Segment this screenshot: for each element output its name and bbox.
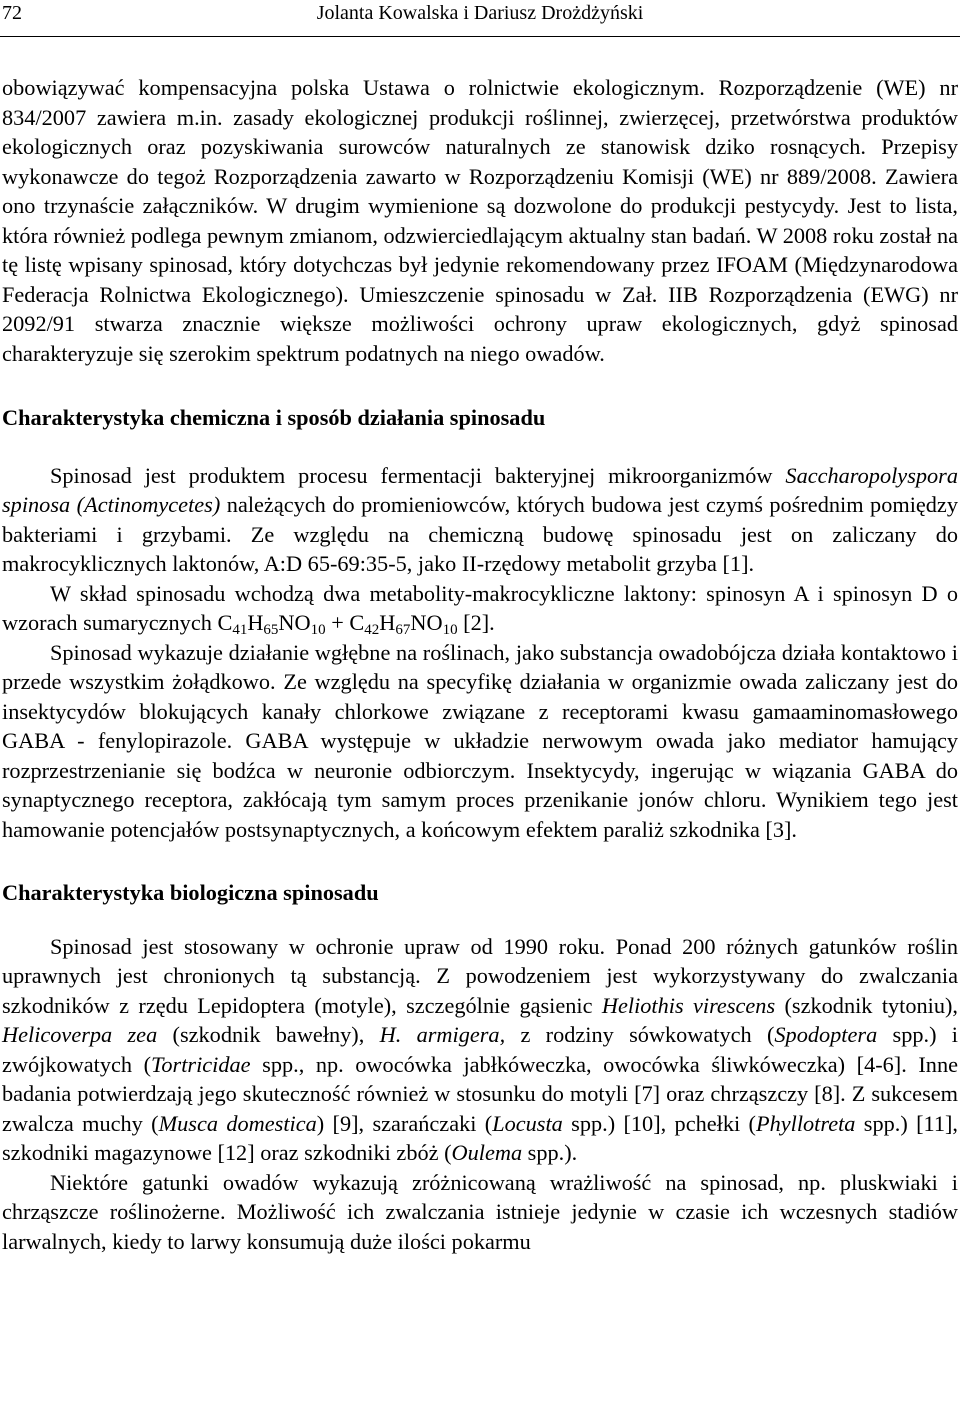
text-span: + xyxy=(325,610,350,635)
paragraph-target-pests: Spinosad jest stosowany w ochronie upraw od 1990 roku. Ponad 200 różnych gatunków roślin uprawnych jest chronionych tą substancją. Z powodzeniem jest wykorzystywany do zwalczania szkodników z rzędu Lepidoptera (motyle), szczególnie gąsienic Heliothis virescens (szkodnik tytoniu), Helicoverpa zea (szkodnik bawełny), H. armigera, z rodziny sówkowatych (Spodoptera spp.) i zwójkowatych (Tortricidae spp., np. owocówka jabłkóweczka, owocówka śliwkóweczka) [4-6]. Inne badania potwierdzają jego skuteczność również w stosunku do motyli [7] oraz chrząszczy [8]. Z sukcesem zwalcza muchy (Musca domestica) [9], szarańczaki (Locusta spp.) [10], pchełki (Phyllotreta spp.) [11], szkodniki magazynowe [12] oraz szkodniki zbóż (Oulema spp.). xyxy=(2,933,959,1165)
paragraph-spinosad-origin xyxy=(2,461,958,579)
text-span: należących do promieniowców, których budowa jest czymś pośrednim pomiędzy bakteriami i grzybami. Ze względu na chemiczną budowę spinosadu jest on zaliczany do makrocyklicznych laktonów, A:D 65-69:35-5, jako II-rzędowy metabolit grzyba [1]. xyxy=(2,492,958,576)
page-header xyxy=(0,0,960,37)
intro-paragraph: obowiązywać kompensacyjna polska Ustawa o rolnictwie ekologicznym. Rozporządzenie (WE) nr 834/2007 zawiera m.in. zasady ekologicznej produkcji roślinnej, zwierzęcej, przetwórstwa produktów ekologicznych oraz pozyskiwania surowców naturalnych ze stanowisk dziko rosnących. Przepisy wykonawcze do tegoż Rozporządzenia zawarto w Rozporządzeniu Komisji (WE) nr 889/2008. Zawiera ono trzynaście załączników. W drugim wymienione są dozwolone do produkcji pestycydy. Jest to lista, która również podlega pewnym zmianom, odzwierciedlającym aktualny stan badań. W 2008 roku został na tę listę wpisany spinosad, który dotychczas był jedynie rekomendowany przez IFOAM (Międzynarodowa Federacja Rolnictwa Ekologicznego). Umieszczenie spinosadu w Zał. IIB Rozporządzenia (EWG) nr 2092/91 stwarza znacznie większe możliwości ochrony upraw ekologicznych, gdyż spinosad charakteryzuje się szerokim spektrum podatnych na niego owadów. xyxy=(2,75,958,366)
section-heading-biological: Charakterystyka biologiczna spinosadu xyxy=(2,880,379,905)
formula-spinosyn-d: $C_{42}H_{67}NO_{10}$ xyxy=(349,610,458,638)
text-span: W skład spinosadu wchodzą dwa metabolity-makrocykliczne laktony: spinosyn A i spinosyn D o wzorach sumarycznych xyxy=(2,580,958,635)
section-heading-chemical: Charakterystyka chemiczna i sposób działania spinosadu xyxy=(2,405,546,430)
running-head-authors: Jolanta Kowalska i Dariusz Drożdżyński xyxy=(316,2,644,24)
species-name: Tortricidae xyxy=(151,1051,251,1077)
page-body xyxy=(2,73,958,1256)
text-span: [2]. xyxy=(457,610,495,635)
paragraph-mode-of-action: Spinosad wykazuje działanie wgłębne na roślinach, jako substancja owadobójcza działa kontaktowo i przede wszystkim żołądkowo. Ze względu na specyfikę działania w organizmie owada zaliczany jest do insektycydów blokujących kanały chlorkowe związane z receptorami kwasu gamaaminomasłowego GABA - fenylopirazole. GABA występuje w układzie nerwowym owada jako mediator hamujący rozprzestrzenianie się bodźca w neuronie odbiorczym. Insektycydy, ingerując w wiązania GABA do synaptycznego receptora, zakłócają tym samym proces przenikanie jonów chloru. Wynikiem tego jest hamowanie potencjałów postsynaptycznych, a końcowym efektem paraliż szkodnika [3]. xyxy=(2,639,958,842)
species-name: Helicoverpa zea xyxy=(2,1022,158,1047)
page-number: 72 xyxy=(2,2,22,24)
paragraph-sensitivity: Niektóre gatunki owadów wykazują zróżnicowaną wrażliwość na spinosad, np. pluskwiaki i chrząszcze roślinożerne. Możliwość ich zwalczania istnieje jedynie w czasie ich wczesnych stadiów larwalnych, kiedy to larwy konsumują duże ilości pokarmu xyxy=(2,1169,958,1254)
species-name: Heliothis virescens xyxy=(601,992,776,1018)
text-span: Spinosad jest produktem procesu fermentacji bakteryjnej mikroorganizmów xyxy=(50,462,786,488)
species-name: Locusta xyxy=(492,1110,563,1136)
species-name: Musca domestica xyxy=(158,1110,317,1136)
species-name: Phyllotreta xyxy=(755,1110,856,1136)
species-name: Oulema xyxy=(451,1140,523,1165)
paragraph-spinosyn-formulas xyxy=(2,579,958,638)
species-name: Spodoptera xyxy=(774,1022,878,1047)
formula-spinosyn-a: $C_{41}H_{65}NO_{10}$ xyxy=(217,610,326,638)
species-name: H. armigera, xyxy=(379,1022,506,1047)
species-name: Saccharopolyspora spinosa (Actinomycetes) xyxy=(2,462,958,517)
